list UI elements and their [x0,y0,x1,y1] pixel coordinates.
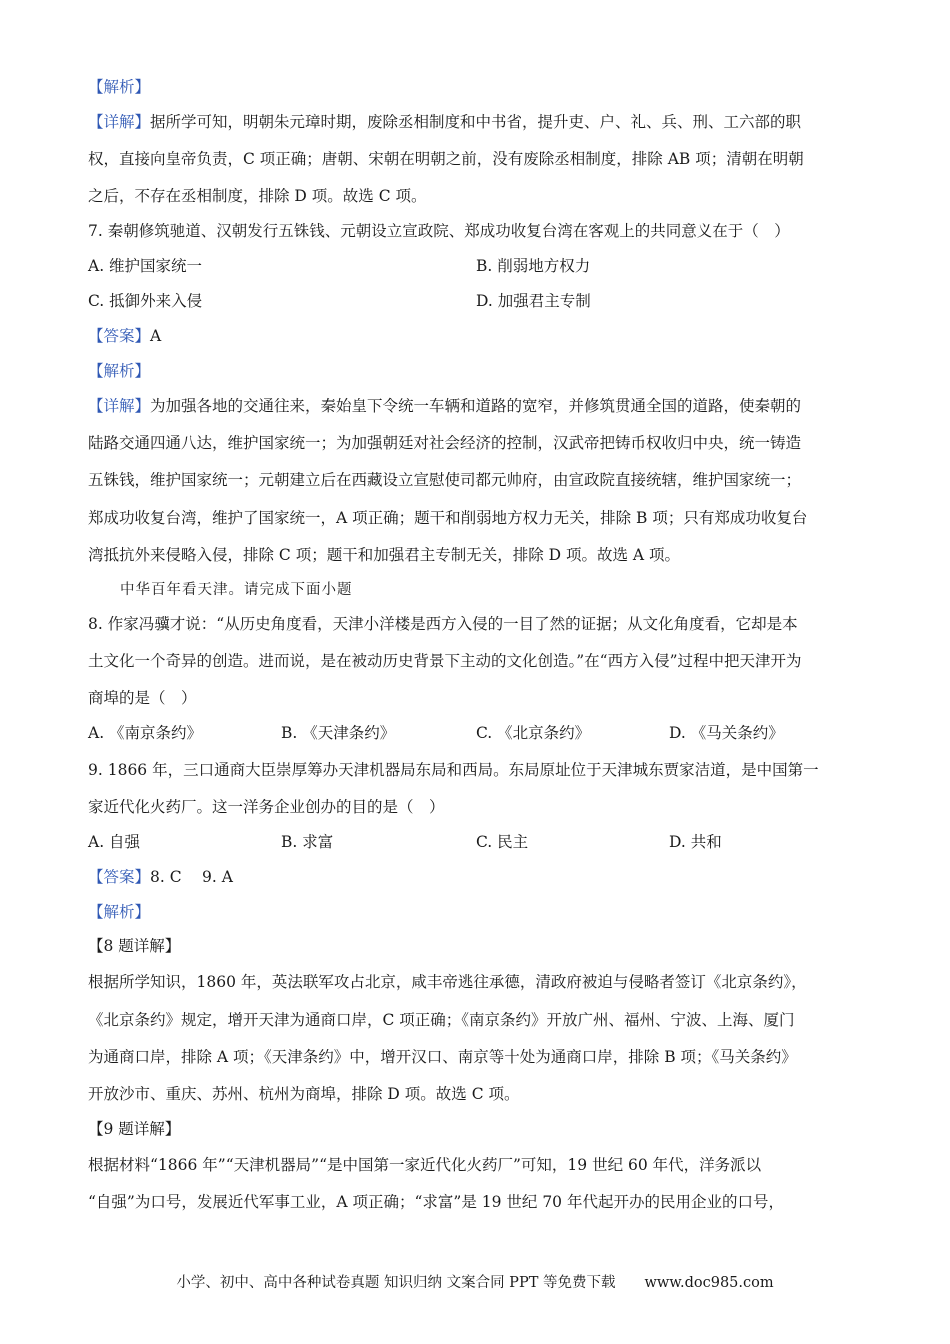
q9-option-a: A. 自强 [88,833,141,851]
detail-line: 之后，不存在丞相制度，排除 D 项。故选 C 项。 [88,187,427,205]
analysis-heading: 【解析】 [88,903,151,921]
answer-tag: 【答案】 [88,327,151,345]
detail-line: 根据材料“1866 年”“天津机器局”“是中国第一家近代化火药厂”可知，19 世纪 60 年代，洋务派以 [88,1156,762,1174]
detail-line: 郑成功收复台湾，维护了国家统一，A 项正确；题干和削弱地方权力无关，排除 B 项；只有郑成功收复台 [88,509,808,527]
q8-option-c: C. 《北京条约》 [476,724,591,742]
q8-option-d: D. 《马关条约》 [669,724,784,742]
q8-option-a: A. 《南京条约》 [88,724,203,742]
detail-line: 开放沙市、重庆、苏州、杭州为商埠，排除 D 项。故选 C 项。 [88,1085,520,1103]
q8-detail-heading: 【8 题详解】 [88,937,181,955]
q7-option-c: C. 抵御外来入侵 [88,292,203,310]
q7-option-a: A. 维护国家统一 [88,257,203,275]
detail-line: 《北京条约》规定，增开天津为通商口岸，C 项正确；《南京条约》开放广州、福州、宁波、上海、厦门 [88,1011,795,1029]
q9-option-b: B. 求富 [281,833,334,851]
q9-option-d: D. 共和 [669,833,722,851]
detail-line: 【详解】据所学可知，明朝朱元璋时期，废除丞相制度和中书省，提升吏、户、礼、兵、刑、工六部的职 [88,113,802,131]
q9-detail-heading: 【9 题详解】 [88,1120,181,1138]
group-intro: 中华百年看天津。请完成下面小题 [120,582,353,598]
q9-option-c: C. 民主 [476,833,529,851]
detail-tag: 【详解】 [88,397,151,415]
question-8-stem: 土文化一个奇异的创造。进而说，是在被动历史背景下主动的文化创造。”在“西方入侵”过程中把天津开为 [88,652,802,670]
detail-line: 权，直接向皇帝负责，C 项正确；唐朝、宋朝在明朝之前，没有废除丞相制度，排除 AB 项；清朝在明朝 [88,150,804,168]
analysis-heading: 【解析】 [88,78,151,96]
detail-line: 【详解】为加强各地的交通往来，秦始皇下令统一车辆和道路的宽窄，并修筑贯通全国的道路，使秦朝的 [88,397,802,415]
q7-option-d: D. 加强君主专制 [476,292,591,310]
page-footer: 小学、初中、高中各种试卷真题 知识归纳 文案合同 PPT 等免费下载 www.doc985.com [176,1275,774,1291]
question-9-stem: 9. 1866 年，三口通商大臣崇厚筹办天津机器局东局和西局。东局原址位于天津城东贾家洁道，是中国第一 [88,761,819,779]
detail-line: 五铢钱，维护国家统一；元朝建立后在西藏设立宣慰使司都元帅府，由宣政院直接统辖，维护国家统一； [88,471,802,489]
detail-line: 陆路交通四通八达，维护国家统一；为加强朝廷对社会经济的控制，汉武帝把铸币权收归中央，统一铸造 [88,434,802,452]
q8-9-answer: 【答案】8. C 9. A [88,868,233,886]
question-8-stem: 商埠的是（ ） [88,689,197,707]
question-7-stem: 7. 秦朝修筑驰道、汉朝发行五铢钱、元朝设立宣政院、郑成功收复台湾在客观上的共同意义在于（ ） [88,222,790,240]
q7-option-b: B. 削弱地方权力 [476,257,591,275]
detail-line: 湾抵抗外来侵略入侵，排除 C 项；题干和加强君主专制无关，排除 D 项。故选 A 项。 [88,546,681,564]
detail-line: 为通商口岸，排除 A 项；《天津条约》中，增开汉口、南京等十处为通商口岸，排除 B 项；《马关条约》 [88,1048,797,1066]
q8-option-b: B. 《天津条约》 [281,724,396,742]
question-9-stem: 家近代化火药厂。这一洋务企业创办的目的是（ ） [88,798,445,816]
answer-tag: 【答案】 [88,868,151,886]
detail-tag: 【详解】 [88,113,151,131]
detail-line: “自强”为口号，发展近代军事工业，A 项正确；“求富”是 19 世纪 70 年代起开办的民用企业的口号， [88,1193,784,1211]
analysis-heading: 【解析】 [88,362,151,380]
detail-line: 根据所学知识，1860 年，英法联军攻占北京，咸丰帝逃往承德，清政府被迫与侵略者签订《北京条约》， [88,973,807,991]
q7-answer: 【答案】A [88,327,162,345]
question-8-stem: 8. 作家冯骥才说：“从历史角度看，天津小洋楼是西方入侵的一目了然的证据；从文化角度看，它却是本 [88,615,798,633]
